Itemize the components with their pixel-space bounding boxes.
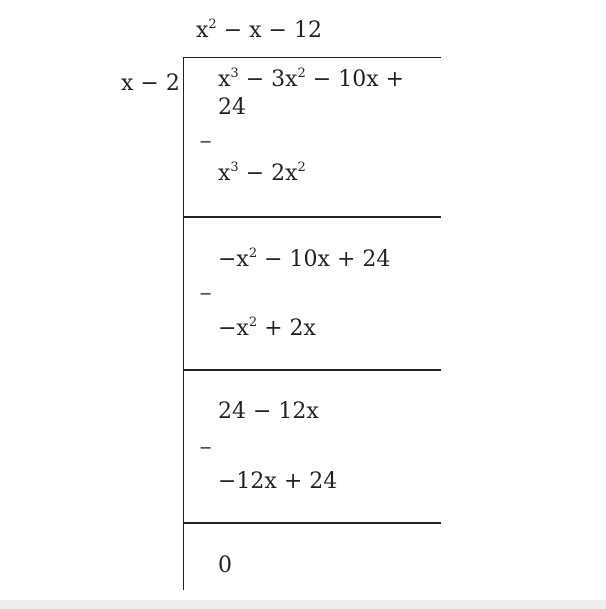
- subtraction-line-2: [183, 369, 441, 371]
- dividend-exponent: 3: [230, 66, 239, 81]
- final-remainder: 0: [218, 553, 232, 578]
- remainder-term: − 10x + 24: [257, 247, 391, 272]
- remainder-1: [218, 246, 390, 274]
- division-bar: [183, 57, 441, 58]
- subtrahend-3: [218, 468, 337, 496]
- subtrahend-2: [218, 315, 316, 343]
- quotient-term-base: x: [196, 18, 209, 43]
- remainder-exponent: 2: [248, 246, 258, 261]
- remainder-term: −x: [218, 247, 249, 272]
- remainder-2: [218, 398, 319, 426]
- subtrahend-exponent: 2: [297, 160, 306, 175]
- remainder-term: 24 − 12x: [218, 399, 319, 424]
- divisor: x − 2: [121, 71, 180, 96]
- division-bracket-line: [183, 58, 184, 590]
- subtraction-line-3: [183, 522, 441, 524]
- quotient-rest: − x − 12: [216, 18, 322, 43]
- dividend-term: x: [218, 67, 231, 92]
- subtrahend-exponent: 2: [248, 315, 258, 330]
- subtrahend-term: −x: [218, 316, 249, 341]
- subtrahend-term: + 2x: [257, 316, 316, 341]
- minus-sign: −: [199, 132, 213, 151]
- dividend: [218, 66, 404, 122]
- quotient: [196, 17, 322, 45]
- dividend-term: − 3x: [238, 67, 298, 92]
- dividend-line-2: 24: [218, 95, 246, 120]
- minus-sign: −: [199, 438, 213, 457]
- subtrahend-exponent: 3: [230, 160, 239, 175]
- dividend-term: − 10x +: [305, 67, 405, 92]
- subtrahend-1: [218, 160, 306, 188]
- dividend-exponent: 2: [297, 66, 306, 81]
- minus-sign: −: [199, 284, 213, 303]
- quotient-exponent: 2: [208, 17, 217, 32]
- subtraction-line-1: [183, 216, 441, 218]
- subtrahend-term: x: [218, 161, 231, 186]
- subtrahend-term: − 2x: [238, 161, 298, 186]
- dividend-line-1: [218, 66, 404, 94]
- bottom-band: [0, 600, 606, 609]
- subtrahend-term: −12x + 24: [218, 469, 338, 494]
